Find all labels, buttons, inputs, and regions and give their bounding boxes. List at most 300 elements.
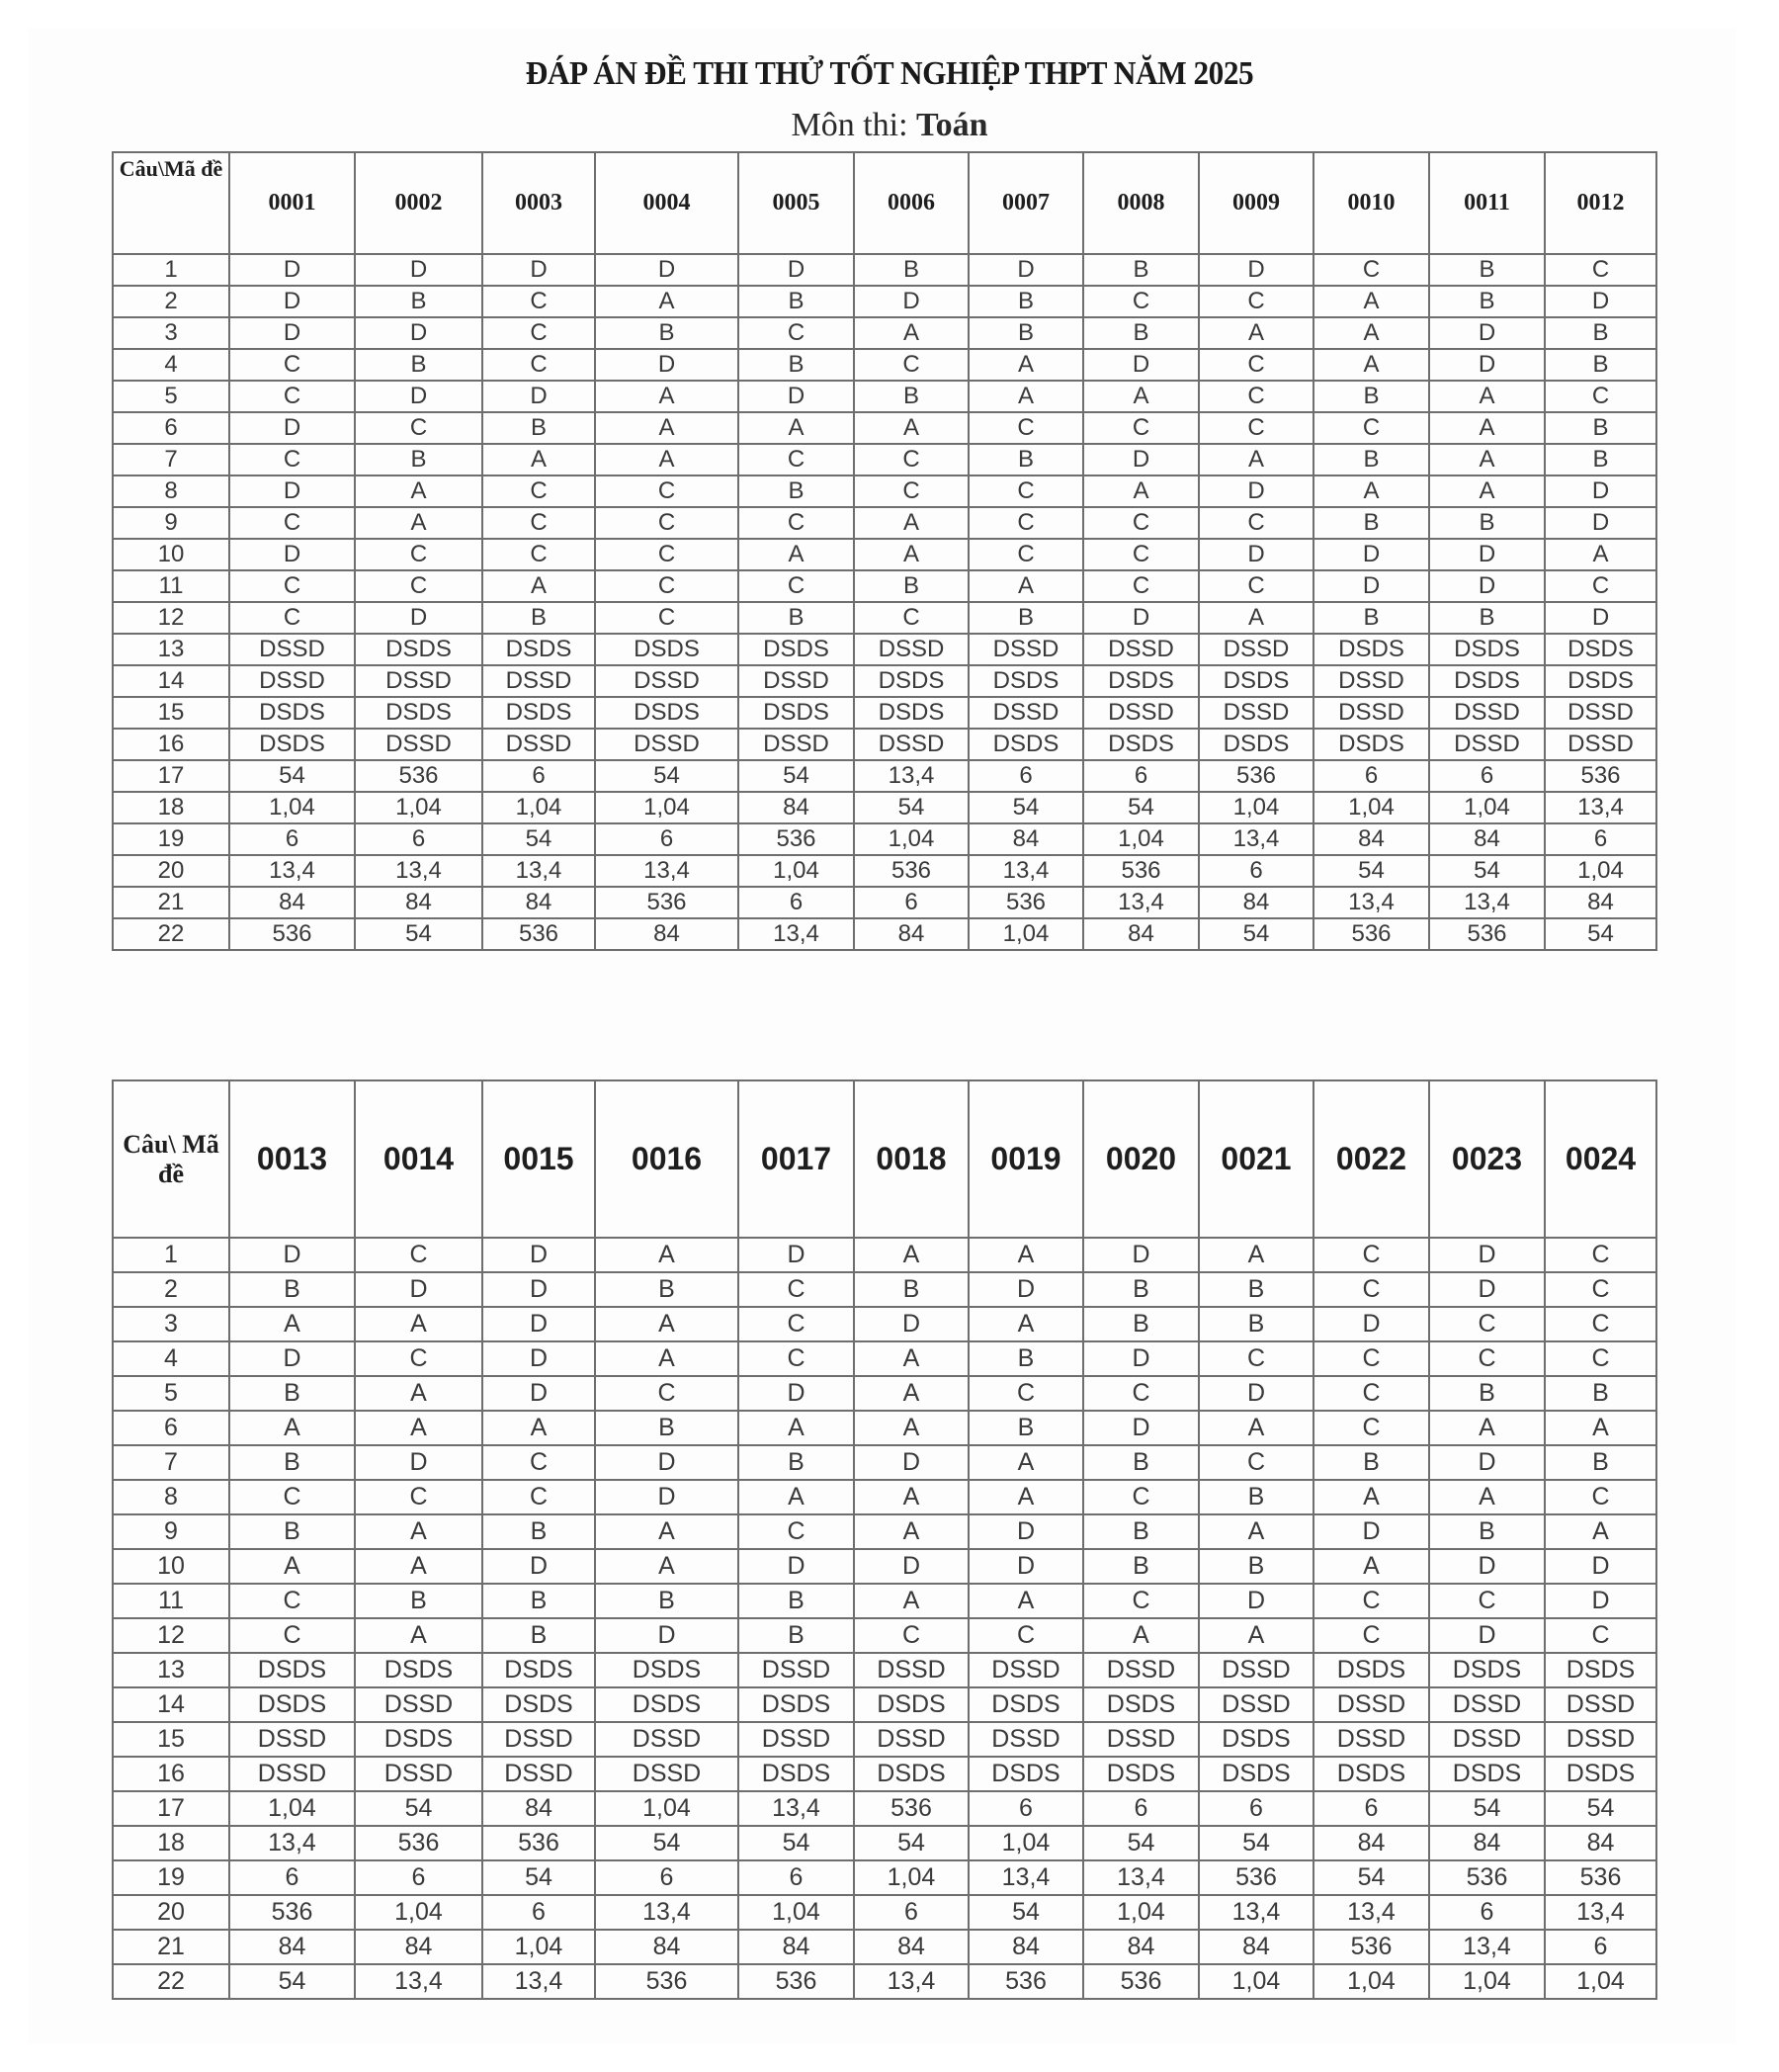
answer-cell: 536: [1083, 1964, 1199, 1999]
answer-cell: C: [1313, 1618, 1429, 1653]
question-number: 8: [113, 1480, 229, 1514]
answer-cell: A: [355, 1376, 482, 1411]
answer-cell: A: [1313, 1480, 1429, 1514]
subject-value: Toán: [916, 107, 988, 143]
answer-cell: 84: [1545, 887, 1656, 918]
answer-cell: DSSD: [355, 729, 482, 760]
answer-cell: DSDS: [1199, 665, 1313, 697]
answer-cell: DSDS: [229, 1687, 355, 1722]
answer-cell: 54: [1083, 792, 1199, 823]
answer-cell: DSDS: [1545, 1757, 1656, 1791]
answer-cell: DSDS: [1083, 665, 1199, 697]
answer-cell: 54: [482, 1860, 595, 1895]
answer-cell: 536: [229, 918, 355, 950]
answer-cell: DSDS: [229, 729, 355, 760]
answer-cell: C: [1429, 1307, 1545, 1341]
answer-cell: 536: [355, 760, 482, 792]
answer-cell: 84: [229, 887, 355, 918]
answer-cell: D: [969, 1549, 1083, 1584]
table-row: [113, 475, 1656, 507]
answer-cell: C: [738, 507, 854, 539]
answer-cell: 84: [482, 1791, 595, 1826]
answer-cell: 13,4: [738, 918, 854, 950]
answer-cell: DSDS: [1313, 1757, 1429, 1791]
answer-cell: B: [595, 1411, 738, 1445]
answer-cell: A: [738, 412, 854, 444]
answer-cell: D: [1545, 602, 1656, 634]
exam-code-header: 0024: [1545, 1080, 1656, 1238]
exam-code-header: 0008: [1083, 152, 1199, 254]
answer-cell: B: [1083, 1307, 1199, 1341]
answer-cell: DSSD: [1429, 729, 1545, 760]
answer-cell: DSDS: [355, 697, 482, 729]
answer-cell: C: [1199, 412, 1313, 444]
exam-code-header: 0003: [482, 152, 595, 254]
answer-cell: A: [482, 444, 595, 475]
answer-cell: A: [482, 1411, 595, 1445]
answer-cell: D: [1083, 602, 1199, 634]
answer-cell: A: [1313, 317, 1429, 349]
answer-cell: 54: [355, 918, 482, 950]
answer-cell: DSDS: [355, 634, 482, 665]
answer-cell: DSDS: [1083, 729, 1199, 760]
answer-cell: A: [854, 1376, 969, 1411]
answer-cell: 6: [1545, 823, 1656, 855]
answer-cell: C: [1313, 1238, 1429, 1272]
answer-cell: 54: [969, 1895, 1083, 1930]
answer-cell: C: [229, 381, 355, 412]
answer-cell: B: [1545, 349, 1656, 381]
answer-cell: C: [482, 539, 595, 570]
answer-cell: DSSD: [229, 634, 355, 665]
answer-cell: A: [1313, 286, 1429, 317]
answer-cell: DSSD: [738, 665, 854, 697]
answer-cell: C: [738, 570, 854, 602]
exam-code-header: 0012: [1545, 152, 1656, 254]
answer-cell: A: [969, 381, 1083, 412]
answer-cell: 6: [1199, 1791, 1313, 1826]
answer-cell: 536: [482, 918, 595, 950]
answer-cell: 1,04: [1545, 1964, 1656, 1999]
answer-cell: DSDS: [854, 1757, 969, 1791]
answer-cell: B: [1545, 1376, 1656, 1411]
answer-cell: A: [969, 570, 1083, 602]
table-row: [113, 1480, 1656, 1514]
answer-table-2: [112, 1079, 1657, 2000]
answer-cell: DSSD: [1083, 1722, 1199, 1757]
exam-code-header: 0015: [482, 1080, 595, 1238]
answer-cell: C: [229, 1584, 355, 1618]
answer-cell: A: [1199, 602, 1313, 634]
table-row: [113, 1514, 1656, 1549]
answer-cell: DSDS: [229, 1653, 355, 1687]
answer-cell: 536: [1199, 760, 1313, 792]
question-number: 22: [113, 1964, 229, 1999]
answer-cell: C: [482, 475, 595, 507]
answer-cell: D: [229, 1238, 355, 1272]
answer-cell: 536: [1313, 918, 1429, 950]
answer-cell: 54: [595, 1826, 738, 1860]
answer-cell: 54: [1083, 1826, 1199, 1860]
answer-cell: B: [1429, 507, 1545, 539]
answer-cell: A: [1199, 1514, 1313, 1549]
answer-cell: C: [854, 349, 969, 381]
answer-cell: DSSD: [1313, 1687, 1429, 1722]
answer-cell: A: [969, 1584, 1083, 1618]
table-row: [113, 1895, 1656, 1930]
answer-cell: A: [1199, 1618, 1313, 1653]
answer-cell: A: [1429, 1480, 1545, 1514]
answer-cell: 536: [1429, 1860, 1545, 1895]
answer-cell: C: [229, 444, 355, 475]
answer-cell: C: [355, 1341, 482, 1376]
table-row: [113, 507, 1656, 539]
answer-cell: 84: [738, 792, 854, 823]
exam-code-header: 0022: [1313, 1080, 1429, 1238]
answer-cell: D: [229, 317, 355, 349]
exam-code-header: 0001: [229, 152, 355, 254]
answer-cell: C: [1083, 1376, 1199, 1411]
answer-cell: 6: [595, 1860, 738, 1895]
answer-cell: DSSD: [595, 1757, 738, 1791]
table-header-row: [113, 1080, 1656, 1238]
answer-cell: DSSD: [1199, 1653, 1313, 1687]
answer-cell: 536: [969, 1964, 1083, 1999]
answer-cell: C: [1545, 1272, 1656, 1307]
answer-cell: DSSD: [969, 1653, 1083, 1687]
answer-cell: 13,4: [854, 1964, 969, 1999]
answer-cell: B: [1083, 254, 1199, 286]
exam-code-header: 0006: [854, 152, 969, 254]
answer-cell: 54: [229, 760, 355, 792]
answer-cell: D: [355, 381, 482, 412]
answer-cell: D: [355, 254, 482, 286]
answer-cell: A: [595, 381, 738, 412]
question-number: 8: [113, 475, 229, 507]
answer-cell: B: [738, 475, 854, 507]
answer-cell: B: [355, 444, 482, 475]
table-row: [113, 286, 1656, 317]
answer-cell: DSDS: [1313, 1653, 1429, 1687]
answer-cell: B: [229, 1272, 355, 1307]
answer-cell: A: [229, 1307, 355, 1341]
answer-cell: C: [1313, 254, 1429, 286]
answer-cell: DSSD: [1545, 729, 1656, 760]
answer-cell: 536: [1545, 760, 1656, 792]
answer-cell: C: [969, 1618, 1083, 1653]
answer-cell: D: [1083, 1411, 1199, 1445]
answer-cell: C: [1545, 570, 1656, 602]
answer-cell: 13,4: [1313, 887, 1429, 918]
answer-cell: 54: [738, 760, 854, 792]
answer-cell: D: [854, 286, 969, 317]
answer-cell: D: [229, 254, 355, 286]
answer-cell: 1,04: [969, 1826, 1083, 1860]
question-number: 19: [113, 1860, 229, 1895]
answer-cell: C: [854, 475, 969, 507]
exam-code-header: 0010: [1313, 152, 1429, 254]
answer-cell: DSDS: [1545, 665, 1656, 697]
answer-cell: 1,04: [229, 1791, 355, 1826]
answer-cell: 84: [1199, 1930, 1313, 1964]
answer-cell: D: [1545, 286, 1656, 317]
answer-cell: DSSD: [1545, 1722, 1656, 1757]
answer-cell: DSDS: [738, 697, 854, 729]
answer-cell: DSDS: [1545, 634, 1656, 665]
answer-cell: 1,04: [229, 792, 355, 823]
answer-cell: C: [1313, 412, 1429, 444]
table-row: [113, 254, 1656, 286]
question-number: 4: [113, 1341, 229, 1376]
answer-cell: 1,04: [1083, 1895, 1199, 1930]
answer-cell: D: [1199, 475, 1313, 507]
answer-cell: DSSD: [355, 1757, 482, 1791]
answer-cell: 536: [355, 1826, 482, 1860]
answer-cell: DSSD: [595, 729, 738, 760]
answer-cell: 1,04: [854, 1860, 969, 1895]
answer-cell: 536: [1313, 1930, 1429, 1964]
answer-cell: 6: [1083, 1791, 1199, 1826]
question-number: 18: [113, 1826, 229, 1860]
answer-cell: A: [229, 1411, 355, 1445]
answer-cell: DSSD: [1313, 697, 1429, 729]
answer-cell: 13,4: [595, 1895, 738, 1930]
answer-cell: B: [1083, 317, 1199, 349]
answer-cell: 536: [595, 1964, 738, 1999]
question-number: 7: [113, 1445, 229, 1480]
answer-cell: DSSD: [482, 1757, 595, 1791]
question-number: 13: [113, 634, 229, 665]
answer-cell: C: [595, 602, 738, 634]
answer-cell: D: [738, 381, 854, 412]
answer-cell: B: [969, 1411, 1083, 1445]
question-number: 18: [113, 792, 229, 823]
answer-cell: C: [482, 349, 595, 381]
answer-cell: DSDS: [854, 665, 969, 697]
answer-cell: DSSD: [854, 1653, 969, 1687]
answer-cell: A: [854, 1584, 969, 1618]
answer-cell: DSSD: [1429, 697, 1545, 729]
question-number: 3: [113, 317, 229, 349]
answer-cell: DSDS: [1313, 634, 1429, 665]
answer-cell: D: [595, 254, 738, 286]
answer-cell: D: [355, 602, 482, 634]
answer-cell: D: [229, 286, 355, 317]
answer-cell: B: [738, 602, 854, 634]
answer-cell: DSDS: [482, 1687, 595, 1722]
answer-cell: A: [1313, 1549, 1429, 1584]
answer-cell: B: [738, 1618, 854, 1653]
answer-cell: A: [1429, 381, 1545, 412]
table-row: [113, 1272, 1656, 1307]
question-number: 14: [113, 1687, 229, 1722]
answer-cell: C: [1199, 570, 1313, 602]
answer-cell: B: [1199, 1480, 1313, 1514]
exam-code-header: 0021: [1199, 1080, 1313, 1238]
answer-cell: C: [1199, 286, 1313, 317]
answer-cell: B: [738, 1584, 854, 1618]
answer-cell: 1,04: [1545, 855, 1656, 887]
answer-cell: DSSD: [1083, 634, 1199, 665]
answer-cell: DSSD: [482, 1722, 595, 1757]
answer-cell: D: [738, 1549, 854, 1584]
answer-cell: A: [595, 444, 738, 475]
answer-cell: 6: [1429, 1895, 1545, 1930]
answer-cell: D: [854, 1307, 969, 1341]
answer-cell: C: [482, 1480, 595, 1514]
answer-cell: B: [595, 1584, 738, 1618]
answer-cell: C: [738, 1307, 854, 1341]
answer-cell: 54: [1545, 1791, 1656, 1826]
answer-cell: D: [1429, 539, 1545, 570]
answer-cell: 84: [355, 1930, 482, 1964]
answer-cell: A: [1083, 475, 1199, 507]
answer-cell: A: [1083, 381, 1199, 412]
answer-cell: B: [1083, 1549, 1199, 1584]
answer-cell: C: [1545, 381, 1656, 412]
answer-cell: 6: [229, 1860, 355, 1895]
table-row: [113, 412, 1656, 444]
answer-cell: 84: [969, 823, 1083, 855]
table-row: [113, 760, 1656, 792]
answer-cell: D: [738, 1376, 854, 1411]
answer-cell: C: [355, 570, 482, 602]
table-row: [113, 918, 1656, 950]
answer-cell: D: [1199, 539, 1313, 570]
question-number: 11: [113, 570, 229, 602]
answer-cell: C: [595, 1376, 738, 1411]
answer-cell: D: [1083, 349, 1199, 381]
answer-cell: 54: [738, 1826, 854, 1860]
answer-cell: A: [1545, 1514, 1656, 1549]
answer-cell: DSDS: [1199, 729, 1313, 760]
answer-cell: 84: [1429, 823, 1545, 855]
answer-cell: D: [969, 254, 1083, 286]
answer-cell: C: [1545, 254, 1656, 286]
answer-cell: A: [969, 1445, 1083, 1480]
question-number: 9: [113, 507, 229, 539]
exam-code-header: 0016: [595, 1080, 738, 1238]
corner-header: Câu\Mã đề: [113, 152, 229, 254]
answer-cell: C: [595, 507, 738, 539]
answer-cell: 54: [1429, 1791, 1545, 1826]
answer-cell: B: [1199, 1549, 1313, 1584]
table-row: [113, 602, 1656, 634]
answer-cell: C: [1429, 1341, 1545, 1376]
answer-cell: DSDS: [1429, 1757, 1545, 1791]
answer-cell: A: [854, 317, 969, 349]
answer-cell: 84: [595, 1930, 738, 1964]
answer-cell: 13,4: [1429, 1930, 1545, 1964]
exam-code-header: 0013: [229, 1080, 355, 1238]
answer-cell: 536: [595, 887, 738, 918]
answer-cell: D: [738, 254, 854, 286]
table-row: [113, 444, 1656, 475]
answer-cell: C: [1313, 1341, 1429, 1376]
question-number: 13: [113, 1653, 229, 1687]
answer-cell: A: [482, 570, 595, 602]
answer-cell: 13,4: [738, 1791, 854, 1826]
table-row: [113, 1307, 1656, 1341]
answer-cell: A: [1083, 1618, 1199, 1653]
answer-cell: DSDS: [1083, 1687, 1199, 1722]
answer-cell: B: [1429, 602, 1545, 634]
answer-cell: DSSD: [738, 1653, 854, 1687]
answer-cell: D: [1545, 475, 1656, 507]
answer-cell: D: [482, 1238, 595, 1272]
question-number: 12: [113, 602, 229, 634]
answer-cell: C: [969, 507, 1083, 539]
answer-cell: C: [1545, 1307, 1656, 1341]
answer-cell: 6: [1429, 760, 1545, 792]
answer-cell: DSSD: [1313, 1722, 1429, 1757]
table-row: [113, 1584, 1656, 1618]
subject-line: [0, 107, 1779, 144]
answer-cell: B: [229, 1376, 355, 1411]
answer-cell: DSDS: [969, 665, 1083, 697]
answer-cell: 1,04: [1429, 792, 1545, 823]
answer-cell: B: [1199, 1272, 1313, 1307]
answer-cell: D: [854, 1549, 969, 1584]
answer-cell: C: [1083, 286, 1199, 317]
table-row: [113, 1341, 1656, 1376]
answer-cell: 6: [1199, 855, 1313, 887]
exam-code-header: 0002: [355, 152, 482, 254]
answer-cell: B: [1545, 317, 1656, 349]
answer-cell: D: [1429, 570, 1545, 602]
exam-code-header: 0004: [595, 152, 738, 254]
question-number: 2: [113, 286, 229, 317]
table-row: [113, 697, 1656, 729]
answer-cell: DSSD: [1545, 697, 1656, 729]
answer-cell: B: [738, 1445, 854, 1480]
table-row: [113, 634, 1656, 665]
answer-cell: C: [355, 412, 482, 444]
exam-code-header: 0007: [969, 152, 1083, 254]
answer-cell: D: [482, 254, 595, 286]
table-row: [113, 570, 1656, 602]
answer-cell: 6: [854, 887, 969, 918]
answer-cell: DSSD: [482, 729, 595, 760]
answer-cell: B: [229, 1445, 355, 1480]
answer-cell: C: [738, 1341, 854, 1376]
table-row: [113, 1757, 1656, 1791]
answer-cell: D: [482, 1376, 595, 1411]
answer-cell: 54: [854, 1826, 969, 1860]
answer-cell: C: [738, 1514, 854, 1549]
answer-cell: DSDS: [595, 697, 738, 729]
answer-cell: B: [1313, 602, 1429, 634]
answer-cell: 536: [854, 855, 969, 887]
answer-cell: B: [738, 286, 854, 317]
answer-cell: A: [1199, 1411, 1313, 1445]
answer-cell: A: [595, 1514, 738, 1549]
answer-cell: 13,4: [969, 855, 1083, 887]
exam-code-header: 0017: [738, 1080, 854, 1238]
question-number: 3: [113, 1307, 229, 1341]
answer-cell: 6: [1545, 1930, 1656, 1964]
answer-cell: A: [595, 1238, 738, 1272]
answer-cell: 6: [1313, 1791, 1429, 1826]
answer-cell: A: [738, 1480, 854, 1514]
answer-cell: DSDS: [1199, 1722, 1313, 1757]
question-number: 15: [113, 697, 229, 729]
answer-cell: D: [969, 1272, 1083, 1307]
answer-cell: 84: [355, 887, 482, 918]
exam-code-header: 0005: [738, 152, 854, 254]
answer-cell: DSDS: [355, 1722, 482, 1757]
table-row: [113, 887, 1656, 918]
